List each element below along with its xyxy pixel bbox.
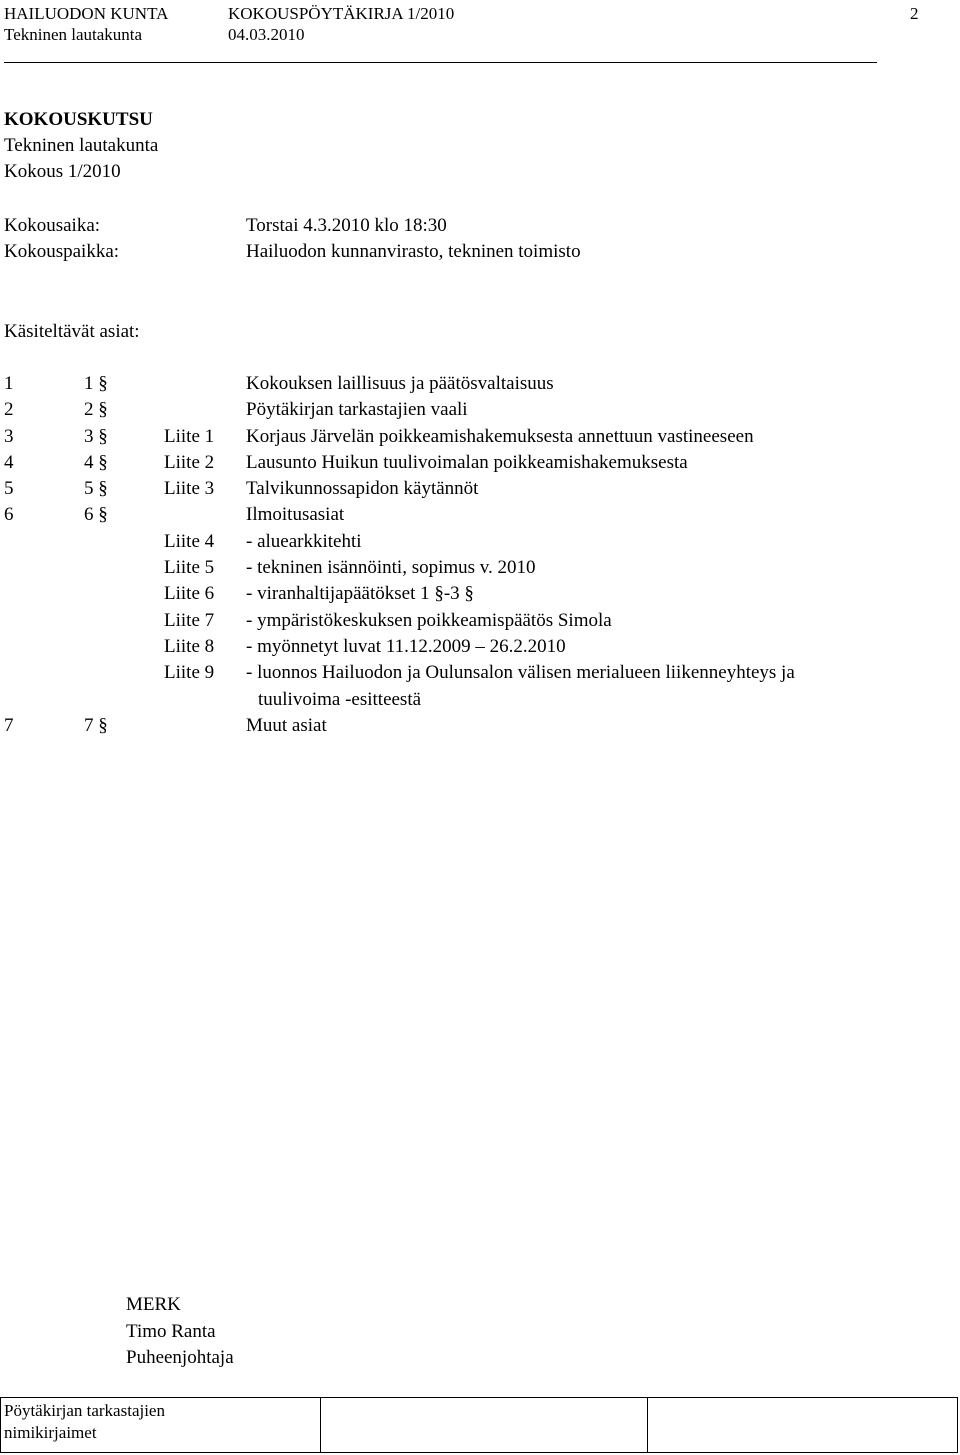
agenda-item-number: 5 (4, 478, 14, 499)
invitation-meeting: Kokous 1/2010 (4, 161, 121, 182)
meeting-place-value: Hailuodon kunnanvirasto, tekninen toimisto (246, 241, 581, 262)
header-rule (4, 62, 877, 63)
agenda-item-section: 1 § (84, 373, 108, 394)
meeting-time-value: Torstai 4.3.2010 klo 18:30 (246, 215, 447, 236)
agenda-item-number: 6 (4, 504, 14, 525)
agenda-item-section: 4 § (84, 452, 108, 473)
agenda-item-section: 3 § (84, 426, 108, 447)
agenda-item-text: Muut asiat (246, 715, 327, 736)
initials-cell[interactable] (321, 1398, 648, 1452)
sub-item-text: - luonnos Hailuodon ja Oulunsalon välisen merialueen liikenneyhteys ja (246, 662, 795, 683)
meeting-place-label: Kokouspaikka: (4, 241, 120, 262)
agenda-item-section: 6 § (84, 504, 108, 525)
meeting-time-label: Kokousaika: (4, 215, 101, 236)
agenda-item-text: Pöytäkirjan tarkastajien vaali (246, 399, 468, 420)
sub-item-attachment: Liite 8 (164, 636, 215, 657)
sub-item-text: - myönnetyt luvat 11.12.2009 – 26.2.2010 (246, 636, 566, 657)
agenda-heading: Käsiteltävät asiat: (4, 321, 140, 342)
header-committee: Tekninen lautakunta (4, 25, 143, 44)
initials-cell[interactable] (648, 1398, 958, 1452)
header-page-number: 2 (910, 4, 919, 23)
agenda-item-text: Talvikunnossapidon käytännöt (246, 478, 479, 499)
header-doc-title: KOKOUSPÖYTÄKIRJA 1/2010 (228, 4, 455, 23)
signature-name: Timo Ranta (126, 1321, 216, 1342)
sub-item-attachment: Liite 7 (164, 610, 215, 631)
agenda-item-section: 2 § (84, 399, 108, 420)
invitation-committee: Tekninen lautakunta (4, 135, 159, 156)
sub-item-text: - ympäristökeskuksen poikkeamispäätös Simola (246, 610, 612, 631)
agenda-item-attachment: Liite 3 (164, 478, 215, 499)
signature-role: Puheenjohtaja (126, 1347, 234, 1368)
initials-label-cell (1, 1398, 321, 1452)
agenda-item-text: Lausunto Huikun tuulivoimalan poikkeamishakemuksesta (246, 452, 688, 473)
agenda-item-text: Korjaus Järvelän poikkeamishakemuksesta annettuun vastineeseen (246, 426, 754, 447)
agenda-item-number: 2 (4, 399, 14, 420)
initials-label-line2: nimikirjaimet (4, 1423, 97, 1442)
signature-mark: MERK (126, 1294, 181, 1315)
sub-item-text-continued: tuulivoima -esitteestä (258, 689, 422, 710)
sub-item-attachment: Liite 6 (164, 583, 215, 604)
sub-item-attachment: Liite 4 (164, 531, 215, 552)
header-date: 04.03.2010 (228, 25, 305, 44)
agenda-item-number: 7 (4, 715, 14, 736)
agenda-item-text: Kokouksen laillisuus ja päätösvaltaisuus (246, 373, 554, 394)
initials-table (0, 1397, 958, 1453)
sub-item-attachment: Liite 9 (164, 662, 215, 683)
sub-item-text: - tekninen isännöinti, sopimus v. 2010 (246, 557, 536, 578)
agenda-item-section: 7 § (84, 715, 108, 736)
agenda-item-number: 3 (4, 426, 14, 447)
agenda-item-text: Ilmoitusasiat (246, 504, 345, 525)
sub-item-attachment: Liite 5 (164, 557, 215, 578)
agenda-item-attachment: Liite 1 (164, 426, 215, 447)
agenda-item-number: 1 (4, 373, 14, 394)
invitation-title: KOKOUSKUTSU (4, 109, 153, 130)
agenda-item-number: 4 (4, 452, 14, 473)
sub-item-text: - viranhaltijapäätökset 1 §-3 § (246, 583, 474, 604)
agenda-item-attachment: Liite 2 (164, 452, 215, 473)
header-org: HAILUODON KUNTA (4, 4, 169, 23)
agenda-item-section: 5 § (84, 478, 108, 499)
initials-label-line1: Pöytäkirjan tarkastajien (4, 1401, 165, 1420)
sub-item-text: - aluearkkitehti (246, 531, 362, 552)
